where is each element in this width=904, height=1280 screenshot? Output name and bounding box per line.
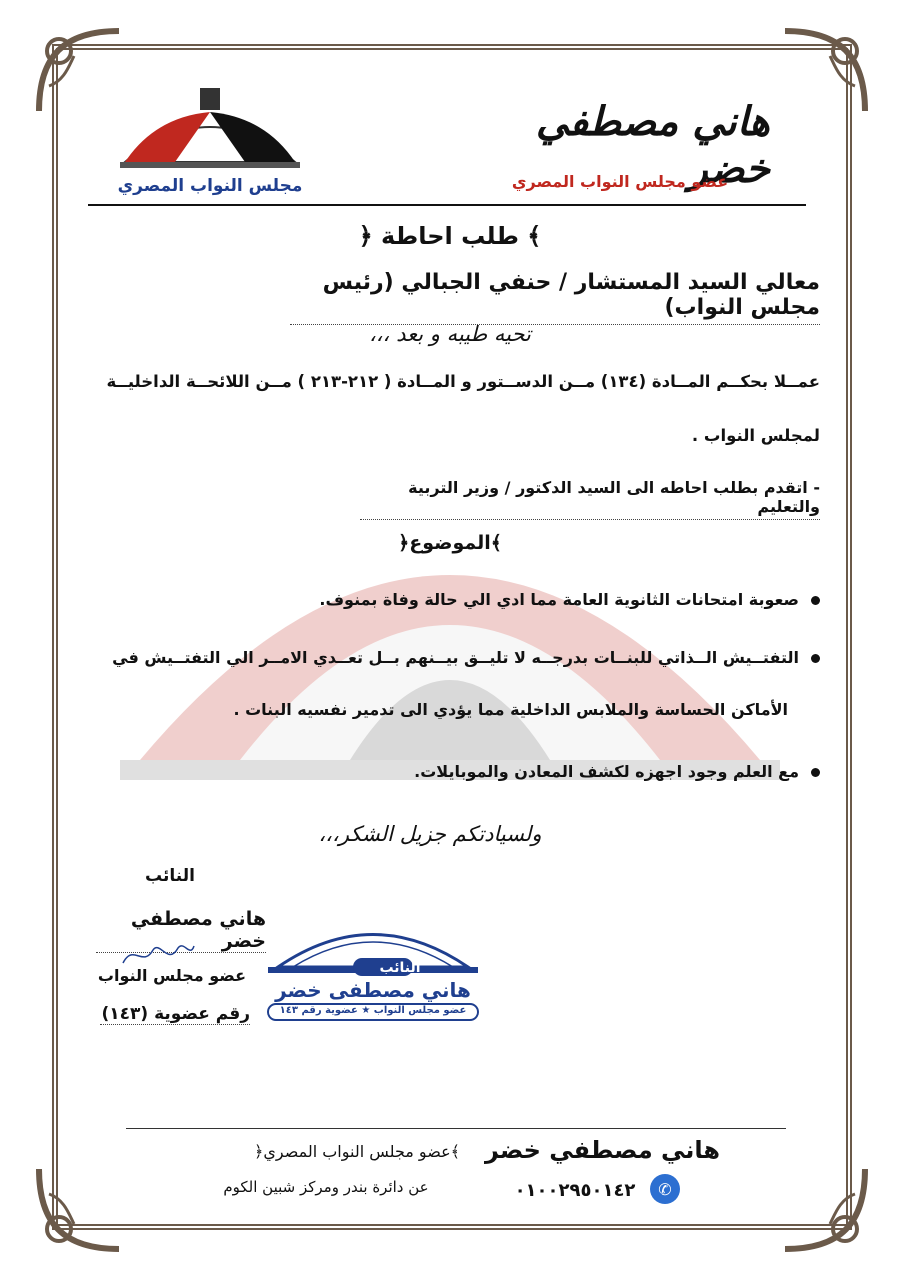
footer-name: هاني مصطفي خضر: [485, 1136, 720, 1164]
recipient-line: معالي السيد المستشار / حنفي الجبالي (رئيس مجلس النواب): [290, 270, 820, 325]
closing-thanks: ولسيادتكم جزيل الشكر،،،: [318, 822, 542, 846]
footer-address: عن دائرة بندر ومركز شبين الكوم: [223, 1178, 429, 1196]
signatory-name: هاني مصطفي خضر: [96, 908, 266, 953]
stamp-title: النائب: [379, 960, 421, 976]
bullet-icon: [811, 596, 820, 605]
membership-number: رقم عضوية (١٤٣): [101, 1004, 250, 1024]
list-item: مع العلم وجود اجهزه لكشف المعادن والموبايلات.: [80, 762, 820, 781]
list-item-continuation: الأماكن الحساسة والملابس الداخلية مما يؤدي الى تدمير نفسيه البنات .: [233, 700, 788, 719]
greeting: تحيه طيبه و بعد ،،،: [369, 322, 531, 346]
header-divider: [88, 204, 806, 206]
request-line: - اتقدم بطلب احاطه الى السيد الدكتور / وزير التربية والتعليم: [360, 478, 820, 520]
logo-caption: مجلس النواب المصري: [117, 176, 303, 196]
corner-ornament: [780, 1164, 870, 1254]
corner-ornament: [34, 26, 124, 116]
phone-icon: ✆: [650, 1174, 680, 1204]
bullet-icon: [811, 654, 820, 663]
bullet-icon: [811, 768, 820, 777]
paragraph-2: لمجلس النواب .: [691, 426, 820, 445]
footer-role: ﴾عضو مجلس النواب المصري﴿: [253, 1142, 460, 1161]
document-title: ﴾ طلب احاطة ﴿: [358, 222, 542, 250]
signatory-label: النائب: [145, 866, 195, 886]
subject-heading: ﴾الموضوع﴿: [398, 532, 502, 554]
signatory-role: عضو مجلس النواب: [97, 966, 246, 985]
stamp-subtitle: عضو مجلس النواب ★ عضوية رقم ١٤٣: [279, 1005, 467, 1016]
list-item: صعوبة امتحانات الثانوية العامة مما ادي الي حالة وفاة بمنوف.: [80, 590, 820, 609]
list-item: التفتــيش الــذاتي للبنــات بدرجــه لا تليــق بيــنهم بــل تعــدي الامــر الي التفتــيش في: [80, 648, 820, 667]
corner-ornament: [34, 1164, 124, 1254]
signature-subtitle: عضو مجلس النواب المصري: [511, 172, 729, 191]
paragraph-1: عمــلا بحكــم المــادة (١٣٤) مــن الدســتور و المــادة ( ٢١٢-٢١٣ ) مــن اللائحــة الداخليــة: [106, 372, 820, 391]
signature-title: هاني مصطفي خضر: [535, 98, 770, 192]
footer-divider: [126, 1128, 786, 1129]
footer-phone: ٠١٠٠٢٩٥٠١٤٢: [514, 1180, 636, 1201]
stamp-name: هاني مصطفى خضر: [275, 978, 471, 1002]
corner-ornament: [780, 26, 870, 116]
